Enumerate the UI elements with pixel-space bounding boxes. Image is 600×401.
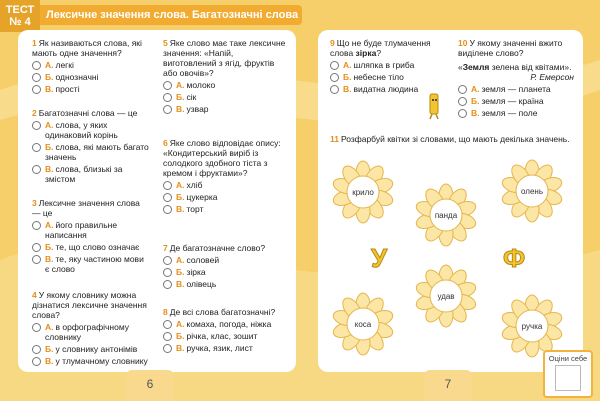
option-text: небесне тіло <box>353 72 404 82</box>
question-number: 2 <box>32 108 37 118</box>
option-text: ручка, язик, лист <box>186 343 253 353</box>
question-text: Що не буде тлумачення слова <box>330 38 431 58</box>
option-letter: В. <box>176 104 185 114</box>
option-text: те, що слово означає <box>55 242 140 252</box>
option-letter: А. <box>45 322 54 332</box>
option-text: у тлумачному словнику <box>55 356 148 366</box>
option-letter: Б. <box>45 72 54 82</box>
option-text: річка, клас, зошит <box>186 331 258 341</box>
question-text: Як називаються слова, які мають одне значення? <box>32 38 142 58</box>
question-number: 9 <box>330 38 335 48</box>
option-letter: А. <box>176 319 185 329</box>
option-text: сік <box>186 92 197 102</box>
flower-olen[interactable] <box>500 160 563 222</box>
option-letter: А. <box>176 255 185 265</box>
option-letter: Б. <box>471 96 480 106</box>
question-number: 5 <box>163 38 168 48</box>
flower-label: коса <box>354 320 372 329</box>
self-assessment-checkbox[interactable] <box>555 365 581 391</box>
flower-panda[interactable] <box>414 184 477 246</box>
option-text: земля — поле <box>481 108 538 118</box>
option-text: земля — країна <box>481 96 544 106</box>
option-text: у словнику антонімів <box>55 344 138 354</box>
quote-text: зелена від квітами». <box>489 62 572 72</box>
option-letter: А. <box>45 220 54 230</box>
option-text: цукерка <box>186 192 218 202</box>
question-number: 6 <box>163 138 168 148</box>
question-text: Розфарбуй квітки зі словами, що мають декілька значень. <box>341 134 570 144</box>
option-text: однозначні <box>55 72 99 82</box>
option-letter: Б. <box>45 142 54 152</box>
option-text: молоко <box>186 80 216 90</box>
option-letter: В. <box>343 84 352 94</box>
question-number: 1 <box>32 38 37 48</box>
option-letter: А. <box>471 84 480 94</box>
question-text: Яке слово має таке лексичне значення: «Напій, виготовлений з ягід, фруктів або овочів»? <box>163 38 286 78</box>
option-letter: А. <box>45 120 54 130</box>
question-number: 10 <box>458 38 468 48</box>
option-text: видатна людина <box>353 84 419 94</box>
option-letter: Б. <box>176 192 185 202</box>
question-keyword: зірка <box>355 48 377 58</box>
flower-ruchka[interactable] <box>500 295 563 357</box>
option-letter: Б. <box>45 344 54 354</box>
option-text: шляпка в гриба <box>353 60 415 70</box>
test-number: № 4 <box>9 16 31 28</box>
option-letter: В. <box>45 254 54 264</box>
question-text: Де багатозначне слово? <box>169 243 266 253</box>
page-number-right: 7 <box>424 370 472 401</box>
question-number: 3 <box>32 198 37 208</box>
option-text: в орфографічному словнику <box>45 322 130 342</box>
option-letter: Б. <box>176 331 185 341</box>
option-letter: В. <box>45 84 54 94</box>
option-letter: В. <box>45 356 54 366</box>
option-text: узвар <box>186 104 209 114</box>
question-text-end: ? <box>376 48 382 58</box>
option-letter: В. <box>176 204 185 214</box>
option-text: комаха, погода, ніжка <box>186 319 272 329</box>
question-text: Де всі слова багатозначні? <box>169 307 276 317</box>
flower-krylo[interactable] <box>331 161 394 223</box>
option-text: олівець <box>186 279 217 289</box>
quote-author: Р. Емерсон <box>530 72 574 82</box>
question-number: 8 <box>163 307 168 317</box>
question-text: Лексичне значення слова — це <box>32 198 140 218</box>
option-letter: Б. <box>343 72 352 82</box>
flower-label: удав <box>437 292 455 301</box>
page-number-left: 6 <box>126 370 174 401</box>
question-number: 11 <box>330 134 339 144</box>
question-text: У якому значенні вжито виділене слово? <box>458 38 563 58</box>
flower-udav[interactable] <box>414 265 477 327</box>
self-assessment-box[interactable] <box>543 350 593 398</box>
option-letter: В. <box>471 108 480 118</box>
option-text: його правильне написання <box>45 220 118 240</box>
option-text: слова, які мають багато значень <box>45 142 149 162</box>
flower-label: панда <box>434 211 458 220</box>
option-text: торт <box>186 204 204 214</box>
option-letter: Б. <box>45 242 54 252</box>
option-letter: А. <box>343 60 352 70</box>
option-letter: В. <box>45 164 54 174</box>
option-letter: А. <box>45 60 54 70</box>
letter-u-mascot-icon: У <box>371 243 388 273</box>
question-text: Яке слово відповідає опису: «Кондитерський виріб із солодкого здобного тіста з кремом і фруктами»? <box>163 138 281 178</box>
option-text: земля — планета <box>481 84 551 94</box>
option-text: слова, у яких одинаковий корінь <box>45 120 118 140</box>
letter-f-mascot-icon: Ф <box>503 243 526 273</box>
option-text: прості <box>55 84 80 94</box>
option-letter: В. <box>176 343 185 353</box>
question-text: Багатозначні слова — це <box>38 108 138 118</box>
option-text: зірка <box>186 267 206 277</box>
option-letter: А. <box>176 180 185 190</box>
question-number: 4 <box>32 290 37 300</box>
flower-label: олень <box>521 187 543 196</box>
option-text: легкі <box>55 60 74 70</box>
quote-keyword: Земля <box>462 62 490 72</box>
option-text: слова, близькі за змістом <box>45 164 123 184</box>
option-letter: В. <box>176 279 185 289</box>
option-text: соловей <box>186 255 220 265</box>
option-letter: А. <box>176 80 185 90</box>
option-text: хліб <box>186 180 203 190</box>
flower-label: ручка <box>521 322 543 331</box>
question-number: 7 <box>163 243 168 253</box>
option-letter: Б. <box>176 92 185 102</box>
flower-kosa[interactable] <box>331 293 394 355</box>
question-text: У якому словнику можна дізнатися лексичне значення слова? <box>32 290 147 320</box>
flower-label: крило <box>352 188 374 197</box>
page-title: Лексичне значення слова. Багатозначні слова <box>40 5 302 25</box>
option-text: те, яку частиною мови є слово <box>45 254 144 274</box>
test-word: ТЕСТ <box>5 4 35 16</box>
quote: «Земля зелена від квітами». <box>458 62 572 72</box>
self-assessment-label: Оціни себе <box>548 354 588 363</box>
option-letter: Б. <box>176 267 185 277</box>
